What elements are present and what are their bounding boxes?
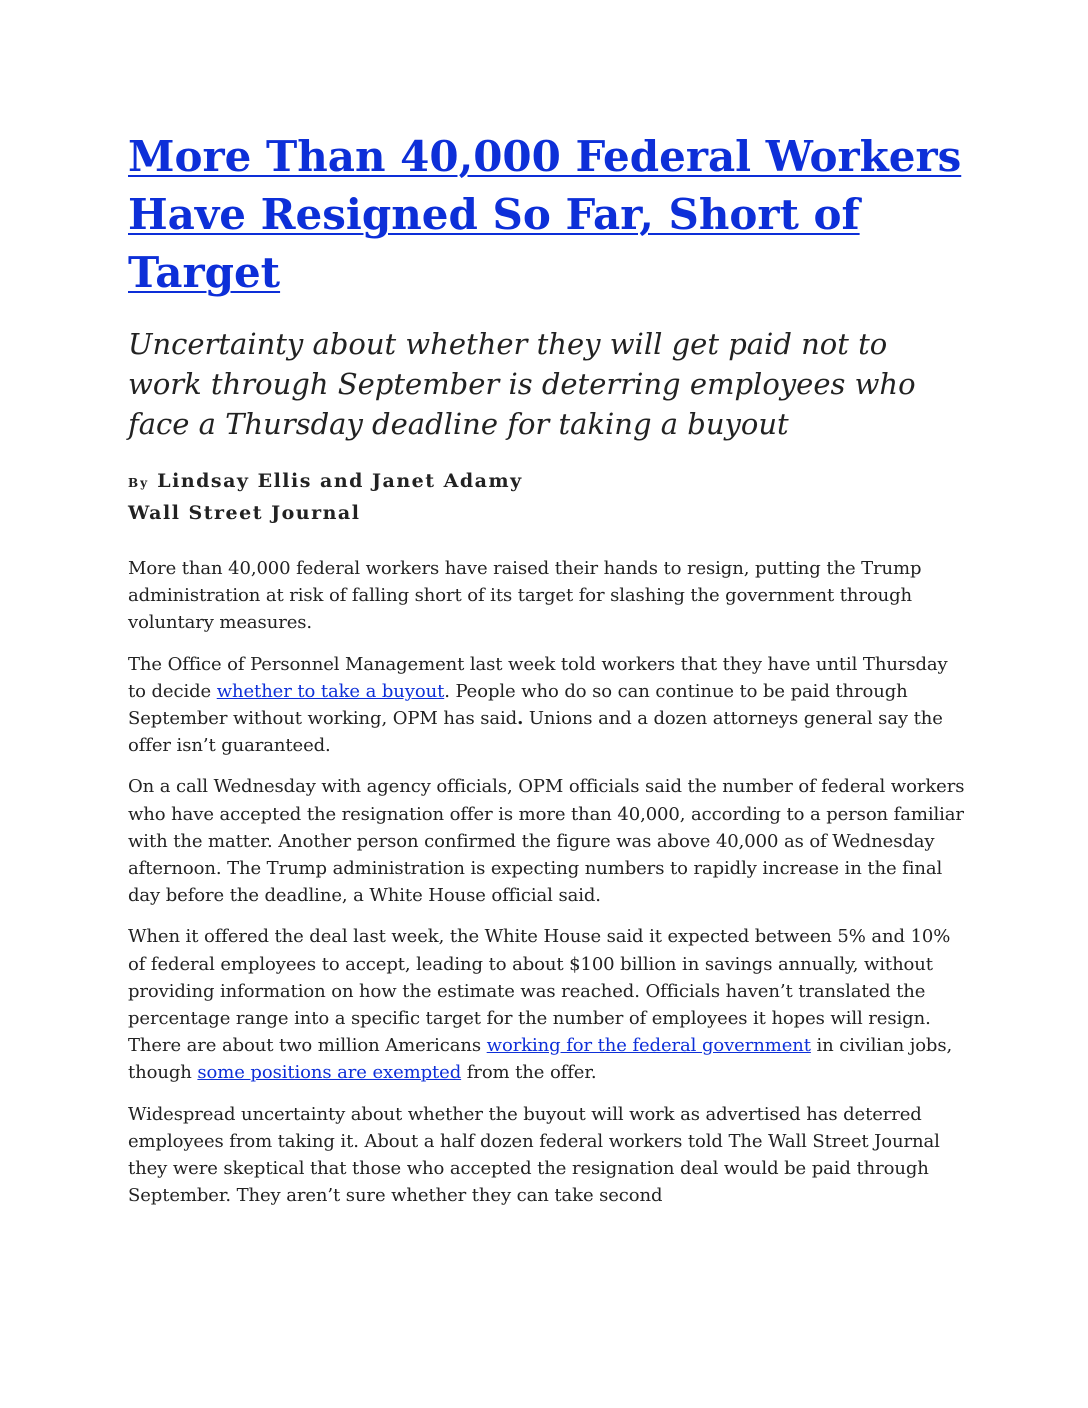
- paragraph-2-text-mid: . People who do so can continue to be paid through September without working, OPM has said: [128, 680, 908, 730]
- federal-government-link[interactable]: working for the federal government: [486, 1035, 811, 1057]
- byline: [128, 466, 968, 528]
- byline-publication: Wall Street Journal: [128, 502, 361, 524]
- paragraph-2-bold-period: .: [517, 708, 524, 730]
- paragraph-1: More than 40,000 federal workers have raised their hands to resign, putting the Trump administration at risk of falling short of its target for slashing the government through voluntary measures.: [128, 558, 922, 634]
- article-headline-link[interactable]: More Than 40,000 Federal Workers Have Resigned So Far, Short of Target: [128, 132, 962, 297]
- paragraph-2: [128, 651, 968, 760]
- byline-authors: Lindsay Ellis and Janet Adamy: [157, 470, 523, 492]
- paragraph-4-text-after: from the offer.: [461, 1062, 597, 1084]
- article-page: [128, 128, 968, 1223]
- paragraph-2-text-before: The Office of Personnel Management last week told workers that they have until Thursday to decide: [128, 653, 948, 702]
- paragraph-3: On a call Wednesday with agency officials, OPM officials said the number of federal workers who have accepted the resignation offer is more than 40,000, according to a person familiar with the matter. Another person confirmed the figure was above 40,000 as of Wednesday afternoon. The Trump administration is expecting numbers to rapidly increase in the final day before the deadline, a White House official said.: [128, 776, 965, 907]
- paragraph-4: [128, 923, 968, 1086]
- byline-prefix: By: [128, 476, 150, 490]
- paragraph-4-text-mid: in civilian jobs, though: [128, 1035, 953, 1084]
- paragraph-2-text-after: Unions and a dozen attorneys general say the offer isn’t guaranteed.: [128, 708, 943, 757]
- exempted-positions-link[interactable]: some positions are exempted: [197, 1062, 462, 1084]
- paragraph-5: Widespread uncertainty about whether the buyout will work as advertised has deterred employees from taking it. About a half dozen federal workers told The Wall Street Journal they were skeptical that those who accepted the resignation deal would be paid through September. They aren’t sure whether they can take second: [128, 1103, 940, 1207]
- article-subheadline: Uncertainty about whether they will get paid not to work through September is deterring employees who face a Thursday deadline for taking a buyout: [128, 327, 916, 441]
- article-body: [128, 555, 968, 1209]
- buyout-link[interactable]: whether to take a buyout: [216, 680, 445, 702]
- paragraph-4-text-before: When it offered the deal last week, the White House said it expected between 5% and 10% of federal employees to accept, leading to about $100 billion in savings annually, without providing information on how the estimate was reached. Officials haven’t translated the percentage range into a specific target for the number of employees it hopes will resign. There are about two million Americans: [128, 926, 951, 1057]
